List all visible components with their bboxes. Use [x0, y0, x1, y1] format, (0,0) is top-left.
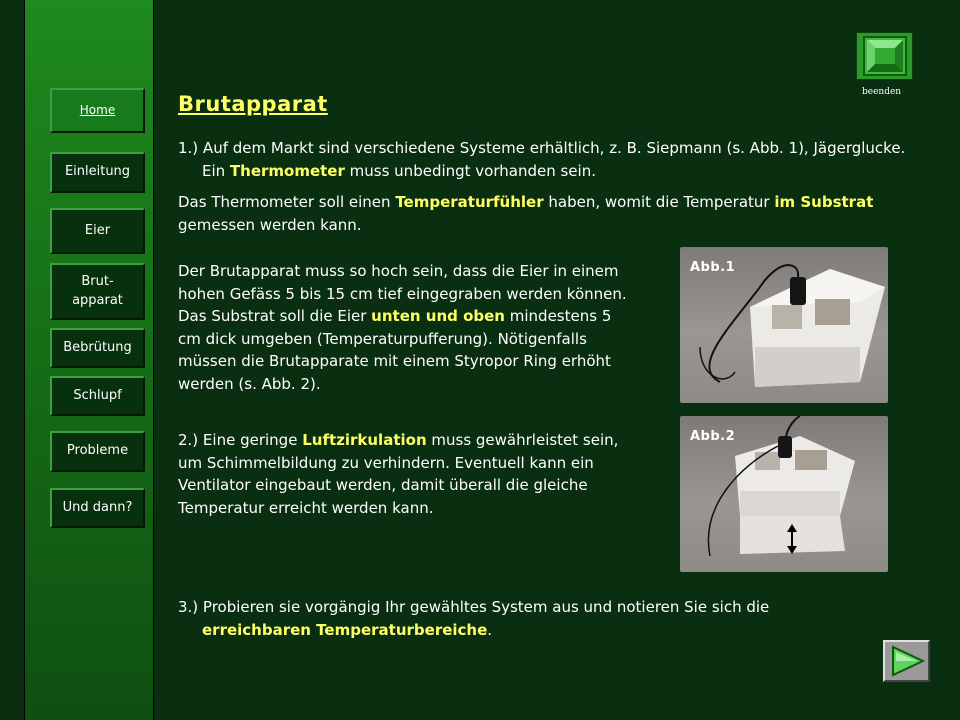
paragraph-1 — [178, 137, 918, 183]
p2-text-a: Das Thermometer soll einen — [178, 193, 396, 211]
nav-schlupf-button[interactable] — [50, 376, 145, 416]
nav-eier-label: Eier — [84, 222, 111, 238]
nav-eier-button[interactable] — [50, 208, 145, 254]
nav-probleme-button[interactable] — [50, 431, 145, 472]
nav-und-dann-button[interactable] — [50, 488, 145, 528]
nav-brutapparat-label-2: apparat — [72, 292, 123, 308]
nav-probleme-label: Probleme — [66, 443, 129, 459]
end-button-label: beenden — [862, 87, 902, 97]
p1-highlight-thermometer: Thermometer — [229, 162, 345, 180]
paragraph-3 — [178, 260, 638, 395]
sidebar — [24, 0, 154, 720]
p5-text-c: . — [487, 621, 493, 639]
p2-highlight-substrat: im Substrat — [774, 193, 874, 211]
figure-2-photo — [680, 416, 888, 572]
paragraph-2 — [178, 191, 898, 237]
paragraph-4 — [178, 429, 633, 519]
p2-text-c: haben, womit die Temperatur — [543, 193, 775, 211]
page-title: Brutapparat — [178, 92, 328, 116]
nav-home-label: Home — [79, 102, 116, 117]
nav-bebruetung-label: Bebrütung — [63, 339, 132, 355]
nav-home-button[interactable] — [50, 88, 145, 133]
p5-text-a: 3.) Probieren sie vorgängig Ihr gewähltes System aus und notieren Sie sich die — [178, 598, 770, 616]
figure-2-label: Abb.2 — [690, 429, 736, 444]
nav-einleitung-label: Einleitung — [64, 164, 131, 180]
p2-text-e: gemessen werden kann. — [178, 216, 362, 234]
p4-text-a: 2.) Eine geringe — [178, 431, 303, 449]
end-button[interactable] — [856, 32, 913, 80]
nav-brutapparat-button[interactable] — [50, 263, 145, 320]
p1-text-a: 1.) Auf dem Markt sind verschiedene Systeme erhältlich, z. B. Siepmann (s. Abb. 1), Jägerglucke. Ein — [178, 139, 906, 180]
nav-und-dann-label: Und dann? — [62, 499, 133, 515]
p4-text-c: muss gewährleistet sein, um Schimmelbildung zu verhindern. Eventuell kann ein Ventilator eingebaut werden, damit überall die gleiche Temperatur erreicht werden kann. — [178, 431, 619, 517]
play-next-icon — [889, 645, 925, 677]
nav-schlupf-label: Schlupf — [73, 387, 122, 403]
p2-highlight-sensor: Temperaturfühler — [395, 193, 544, 211]
figure-1-photo — [680, 247, 888, 403]
nav-brutapparat-label-1: Brut- — [81, 273, 114, 289]
p5-highlight-temp: erreichbaren Temperaturbereiche — [202, 621, 488, 639]
p3-text-c: mindestens 5 cm dick umgeben (Temperaturpufferung). Nötigenfalls müssen die Brutapparate mit einem Styropor Ring erhöht werden (s. Abb. 2). — [178, 307, 612, 393]
next-page-button[interactable] — [883, 640, 930, 682]
figure-1-label: Abb.1 — [690, 260, 736, 275]
p3-text-a: Der Brutapparat muss so hoch sein, dass die Eier in einem hohen Gefäss 5 bis 15 cm tief eingegraben werden können. Das Substrat soll die Eier — [178, 262, 627, 325]
p1-text-c: muss unbedingt vorhanden sein. — [344, 162, 596, 180]
stop-icon — [863, 36, 907, 76]
nav-bebruetung-button[interactable] — [50, 328, 145, 368]
p3-highlight-unten-oben: unten und oben — [371, 307, 505, 325]
paragraph-5 — [178, 596, 878, 642]
nav-einleitung-button[interactable] — [50, 152, 145, 193]
p4-highlight-luft: Luftzirkulation — [302, 431, 427, 449]
